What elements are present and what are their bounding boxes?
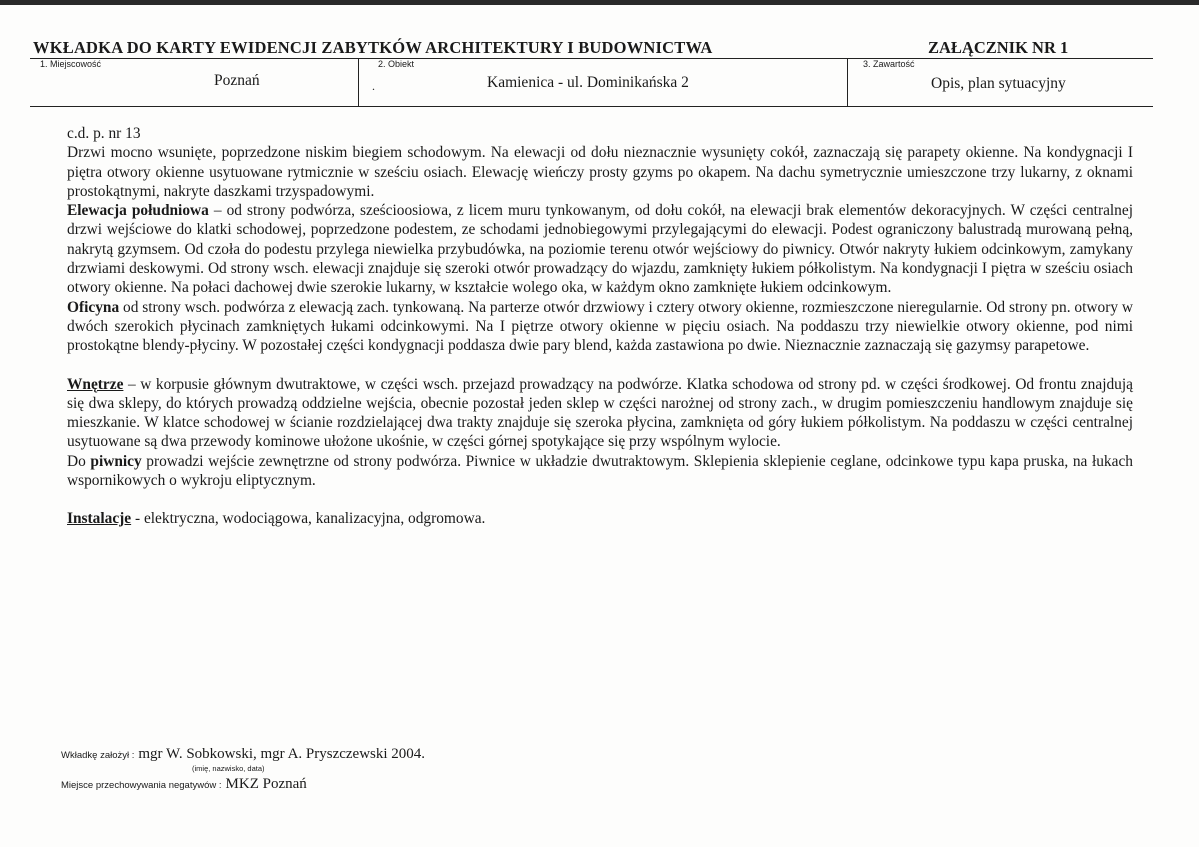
cellar-prefix: Do (67, 452, 91, 470)
locality-label: 1. Miejscowość (40, 59, 102, 69)
installations-paragraph (67, 509, 1133, 528)
header-rule-top (30, 58, 1153, 59)
contents-label: 3. Zawartość (863, 59, 915, 69)
annex-text: od strony wsch. podwórza z elewacją zach. tynkowaną. Na parterze otwór drzwiowy i cztery otwory okienne, rozmieszczone nieregularnie. Od strony pn. otwory w dwóch szerokich płycinach zamkniętych łukami odcinkowymi. Na I piętrze otwory okienne w pięciu osiach. Na poddaszu trzy niewielkie otwory okienne, pod nimi prostokątne blendy-płyciny. W pozostałej części kondygnacji poddasza dwie pary blend, każda zastawiona po dwie. Nieznacznie zaznaczają się gazymsy parapetowe. (67, 298, 1133, 355)
interior-paragraph (67, 375, 1133, 452)
object-value: Kamienica - ul. Dominikańska 2 (487, 74, 689, 91)
cellar-text: prowadzi wejście zewnętrzne od strony podwórza. Piwnice w układzie dwutraktowym. Sklepienia sklepienie ceglane, odcinkowe typu kapa pruska, na łukach wspornikowych o wykroju eliptycznym. (67, 452, 1133, 490)
south-facade-paragraph (67, 201, 1133, 297)
interior-heading: Wnętrze (67, 375, 124, 393)
annex-number: ZAŁĄCZNIK NR 1 (928, 38, 1069, 57)
front-facade-paragraph: Drzwi mocno wsunięte, poprzedzone niskim biegiem schodowym. Na elewacji od dołu nieznacznie wysunięty cokół, zaznaczają się parapety okienne. Na kondygnacji I piętra otwory okienne usytuowane rytmicznie w sześciu osiach. Elewację wieńczy prosty gzyms po okapem. Na dachu symetrycznie umieszczone trzy lukarny, z oknami prostokątnymi, nakryte daszkami trzyspadowymi. (67, 144, 1133, 200)
author-row (61, 745, 425, 763)
storage-row (61, 775, 307, 793)
object-label: 2. Obiekt (378, 59, 415, 69)
storage-value: MKZ Poznań (225, 776, 307, 792)
south-facade-heading: Elewacja południowa (67, 202, 209, 220)
paragraph-gap (67, 490, 1133, 509)
form-title: WKŁADKA DO KARTY EWIDENCJI ZABYTKÓW ARCHITEKTURY I BUDOWNICTWA (33, 38, 713, 57)
author-hint: (imię, nazwisko, data) (192, 764, 265, 773)
author-label: Wkładkę założył : (61, 750, 135, 761)
interior-text: – w korpusie głównym dwutraktowe, w części wsch. przejazd prowadzący na podwórze. Klatka schodowa od strony pd. w części środkowej. Od frontu znajdują się dwa sklepy, do których prowadzą oddzielne wejścia, obecnie pozostał jeden sklep w części narożnej od strony zach., w drugim pomieszczeniu handlowym znajduje się mieszkanie. W klatce schodowej w ścianie rozdzielającej dwa trakty znajduje się szeroka płycina, zamknięta od góry łukiem półkolistym. Na poddaszu w części centralnej usytuowane są dwa przewody kominowe ułożone ukośnie, w części górnej spotykające się przy wspólnym wylocie. (67, 375, 1133, 451)
cellar-paragraph (67, 452, 1133, 491)
contents-value: Opis, plan sytuacyjny (931, 75, 1066, 92)
description-body (67, 124, 1133, 529)
installations-text: - elektryczna, wodociągowa, kanalizacyjna, odgromowa. (131, 510, 486, 528)
continuation-note: c.d. p. nr 13 (67, 125, 141, 142)
annex-heading: Oficyna (67, 298, 120, 316)
annex-paragraph (67, 298, 1133, 356)
author-value: mgr W. Sobkowski, mgr A. Pryszczewski 2004. (138, 746, 426, 762)
header-divider-1 (358, 58, 359, 106)
installations-heading: Instalacje (67, 510, 132, 528)
object-mark: . (372, 79, 375, 93)
scan-top-edge (0, 0, 1199, 5)
locality-value: Poznań (214, 72, 260, 89)
storage-label: Miejsce przechowywania negatywów : (61, 780, 222, 791)
south-facade-text: – od strony podwórza, sześcioosiowa, z licem muru tynkowanym, od dołu cokół, na elewacji brak elementów dekoracyjnych. W części centralnej drzwi wejściowe do klatki schodowej, poprzedzone podestem, ze schodami jednobiegowymi przylegającymi do elewacji. Podest ograniczony balustradą murowaną pełną, nakrytą gzymsem. Od czoła do podestu przylega niewielka przybudówka, na poziomie terenu otwór wejściowy do piwnicy. Otwór nakryty łukiem odcinkowym, zamykany drzwiami deskowymi. Od strony wsch. elewacji znajduje się szeroki otwór prowadzący do wjazdu, zamknięty łukiem półkolistym. Na kondygnacji I piętra w sześciu osiach otwory okienne. Na połaci dachowej dwie szerokie lukarny, w kształcie wolego oka, w każdym okno zamknięte łukiem odcinkowym. (67, 202, 1133, 297)
cellar-heading: piwnicy (90, 452, 142, 470)
header-rule-bottom (30, 106, 1153, 107)
paragraph-gap (67, 356, 1133, 375)
header-divider-2 (847, 58, 848, 106)
